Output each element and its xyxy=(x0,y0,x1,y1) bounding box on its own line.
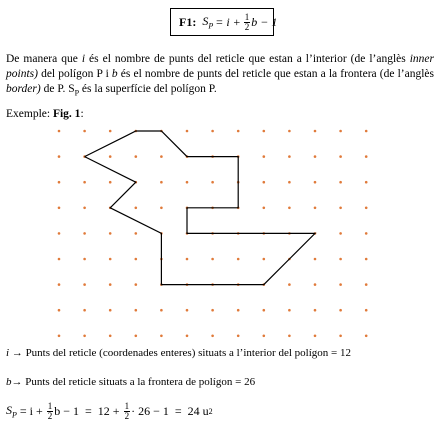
lattice-dot xyxy=(263,258,266,261)
lattice-dot xyxy=(186,181,189,184)
lattice-dot xyxy=(83,258,86,261)
lattice-dot xyxy=(365,232,368,235)
lattice-dot xyxy=(186,309,189,312)
lattice-dot xyxy=(58,258,61,261)
lattice-dot xyxy=(83,335,86,338)
lattice-dot xyxy=(109,130,112,133)
lattice-dot xyxy=(135,232,138,235)
lattice-dot xyxy=(160,181,163,184)
lattice-dot xyxy=(135,155,138,158)
lattice-dot xyxy=(237,309,240,312)
lattice-dot xyxy=(211,130,214,133)
lattice-dot xyxy=(339,181,342,184)
lattice-dot xyxy=(365,181,368,184)
lattice-dot xyxy=(314,130,317,133)
lattice-dot xyxy=(288,309,291,312)
lattice-polygon xyxy=(85,131,315,285)
lattice-dot xyxy=(263,207,266,210)
lattice-dot xyxy=(263,155,266,158)
lattice-dot xyxy=(263,335,266,338)
formula-label: F1: xyxy=(179,14,197,29)
lattice-dot xyxy=(160,335,163,338)
lattice-dot xyxy=(263,309,266,312)
formula-rest: b − 1 xyxy=(251,14,278,29)
interior-points-line: i → Punts del reticle (coordenades enteres) situats a l’interior del polígon = 12 xyxy=(6,347,351,359)
lattice-dot xyxy=(83,181,86,184)
lattice-dot xyxy=(237,130,240,133)
calc-lhs: $S_P$ xyxy=(6,403,17,420)
example-heading: Exemple: Fig. 1: xyxy=(6,108,84,120)
lattice-dot xyxy=(263,130,266,133)
lattice-dot xyxy=(109,155,112,158)
lattice-dot xyxy=(339,130,342,133)
lattice-dot xyxy=(314,283,317,286)
lattice-dot xyxy=(109,181,112,184)
lattice-dot xyxy=(365,309,368,312)
lattice-dot xyxy=(288,335,291,338)
lattice-dot xyxy=(186,258,189,261)
lattice-dot xyxy=(83,207,86,210)
lattice-dot xyxy=(365,258,368,261)
lattice-dot xyxy=(135,309,138,312)
lattice-dot xyxy=(211,309,214,312)
area-calculation: $S_P$ = i + $\frac{1}{2}$ b − 1 = 12 + $\frac{1}{2}$ · 26 − 1 = 24 u 2 xyxy=(6,401,213,421)
lattice-dot xyxy=(288,130,291,133)
lattice-dot xyxy=(58,309,61,312)
lattice-dot xyxy=(314,258,317,261)
lattice-dot xyxy=(186,335,189,338)
lattice-dot xyxy=(109,232,112,235)
lattice-dot xyxy=(135,335,138,338)
lattice-dot xyxy=(365,130,368,133)
lattice-dot xyxy=(288,283,291,286)
calc-fraction-2: $\frac{1}{2}$ xyxy=(124,401,130,421)
formula-fraction: $\frac{1}{2}$ xyxy=(244,11,250,32)
lattice-dot xyxy=(339,335,342,338)
calc-fraction-1: $\frac{1}{2}$ xyxy=(47,401,53,421)
lattice-dot xyxy=(83,232,86,235)
lattice-dot xyxy=(339,283,342,286)
lattice-dot xyxy=(160,207,163,210)
lattice-dot xyxy=(288,155,291,158)
lattice-dot xyxy=(58,283,61,286)
lattice-dot xyxy=(109,335,112,338)
lattice-dot xyxy=(160,309,163,312)
lattice-dot xyxy=(365,207,368,210)
lattice-dot xyxy=(186,130,189,133)
lattice-dot xyxy=(211,335,214,338)
lattice-dot xyxy=(365,283,368,286)
lattice-dot xyxy=(314,155,317,158)
lattice-dot xyxy=(314,207,317,210)
lattice-dot xyxy=(58,155,61,158)
lattice-dot xyxy=(365,335,368,338)
lattice-dot xyxy=(314,181,317,184)
definition-paragraph: De manera que i és el nombre de punts del reticle que estan a l’interior (de l’anglès inner points) del polígon P i b és el nombre de punts del reticle que estan a la frontera (de l’anglès border) de P. $S_P$ és la superfície del polígon P. xyxy=(6,53,435,98)
lattice-dot xyxy=(237,258,240,261)
border-points-line: b→ Punts del reticle situats a la frontera de polígon = 26 xyxy=(6,376,256,388)
lattice-dot xyxy=(109,283,112,286)
lattice-dot xyxy=(339,232,342,235)
lattice-dot xyxy=(314,309,317,312)
formula-lhs: $S_P$ xyxy=(202,13,214,31)
lattice-dot xyxy=(58,130,61,133)
lattice-dot xyxy=(160,155,163,158)
lattice-dot xyxy=(314,335,317,338)
lattice-dot xyxy=(109,258,112,261)
lattice-dot xyxy=(339,207,342,210)
lattice-dot xyxy=(83,130,86,133)
lattice-dot xyxy=(135,258,138,261)
lattice-dot xyxy=(83,283,86,286)
lattice-dot xyxy=(288,207,291,210)
lattice-dot xyxy=(58,181,61,184)
lattice-dot xyxy=(135,207,138,210)
lattice-dot xyxy=(135,283,138,286)
lattice-dot xyxy=(58,207,61,210)
lattice-dot xyxy=(288,181,291,184)
lattice-dot xyxy=(263,181,266,184)
lattice-dot xyxy=(339,309,342,312)
lattice-dot xyxy=(237,335,240,338)
lattice-dot xyxy=(211,258,214,261)
lattice-dot xyxy=(339,258,342,261)
lattice-dot xyxy=(58,335,61,338)
lattice-dot xyxy=(211,181,214,184)
lattice-dot xyxy=(365,155,368,158)
lattice-dot xyxy=(58,232,61,235)
lattice-dot xyxy=(339,155,342,158)
formula-eq: = i + xyxy=(215,14,241,29)
lattice-dot xyxy=(83,309,86,312)
lattice-dot xyxy=(109,309,112,312)
